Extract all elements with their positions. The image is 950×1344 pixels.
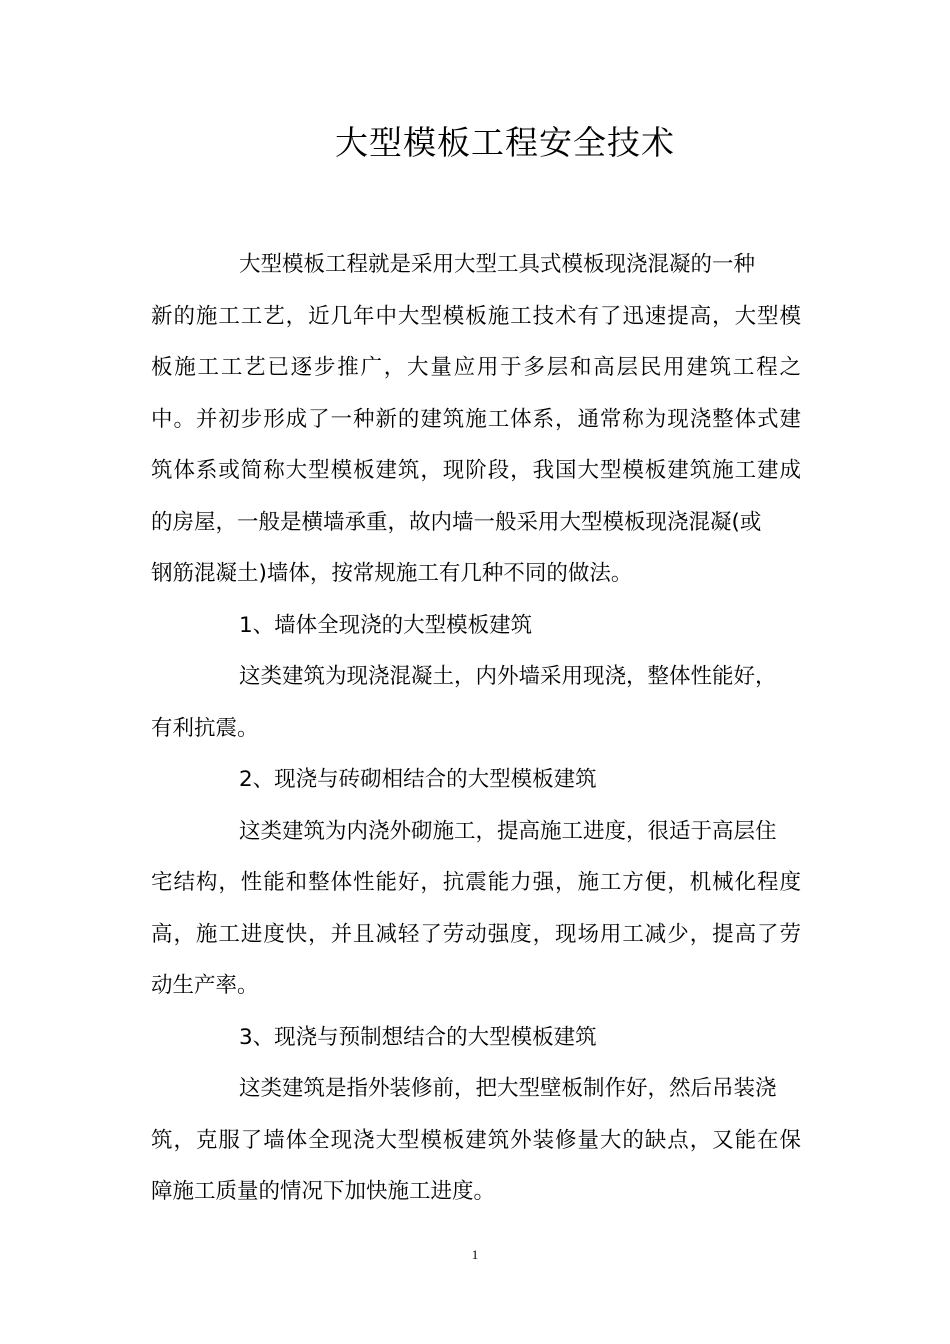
section-3-line-2: 筑，克服了墙体全现浇大型模板建筑外装修量大的缺点，又能在保 xyxy=(151,1127,801,1153)
section-1-line-2: 有利抗震。 xyxy=(151,715,259,741)
section-2-line-1: 这类建筑为内浇外砌施工，提高施工进度，很适于高层住 xyxy=(239,818,777,844)
section-heading-3: 3、现浇与预制想结合的大型模板建筑 xyxy=(239,1024,597,1050)
paragraph-intro-line-6: 的房屋，一般是横墙承重，故内墙一般采用大型模板现浇混凝(或 xyxy=(151,509,762,535)
section-2-line-2: 宅结构，性能和整体性能好，抗震能力强，施工方便，机械化程度 xyxy=(151,870,801,895)
section-heading-1: 1、墙体全现浇的大型模板建筑 xyxy=(239,612,533,638)
section-heading-2: 2、现浇与砖砌相结合的大型模板建筑 xyxy=(239,767,597,792)
paragraph-intro-line-3: 板施工工艺已逐步推广，大量应用于多层和高层民用建筑工程之 xyxy=(151,355,801,380)
page-number: 1 xyxy=(471,1247,479,1262)
section-2-line-3: 高，施工进度快，并且减轻了劳动强度，现场用工减少，提高了劳 xyxy=(151,921,801,947)
section-2-line-4: 动生产率。 xyxy=(151,973,259,998)
paragraph-intro-line-7: 钢筋混凝土)墙体，按常规施工有几种不同的做法。 xyxy=(151,561,633,586)
paragraph-intro-line-1: 大型模板工程就是采用大型工具式模板现浇混凝的一种 xyxy=(239,252,756,277)
paragraph-intro-line-2: 新的施工工艺，近几年中大型模板施工技术有了迅速提高，大型模 xyxy=(151,303,801,329)
section-3-line-1: 这类建筑是指外装修前，把大型壁板制作好，然后吊装浇 xyxy=(239,1076,777,1101)
section-3-line-3: 障施工质量的情况下加快施工进度。 xyxy=(151,1179,496,1204)
paragraph-intro-line-4: 中。并初步形成了一种新的建筑施工体系，通常称为现浇整体式建 xyxy=(151,406,801,432)
document-body xyxy=(151,239,801,1218)
document-title: 大型模板工程安全技术 xyxy=(335,123,675,162)
paragraph-intro-line-5: 筑体系或简称大型模板建筑，现阶段，我国大型模板建筑施工建成 xyxy=(151,458,801,483)
section-1-line-1: 这类建筑为现浇混凝土，内外墙采用现浇，整体性能好， xyxy=(239,664,777,689)
